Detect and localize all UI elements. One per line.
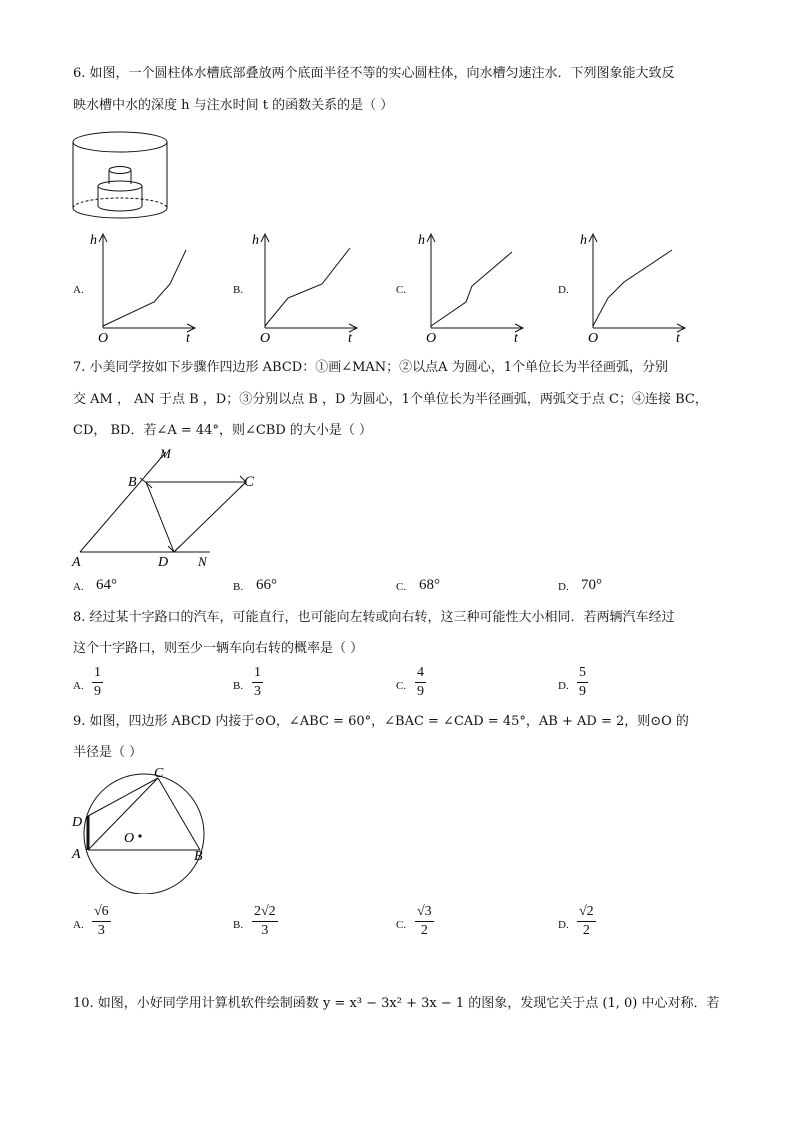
circle-figure <box>68 764 218 894</box>
q9-text-line1: 9. 如图，四边形 ABCD 内接于⊙O，∠ABC = 60°，∠BAC = ∠CAD = 45°，AB + AD = 2，则⊙O 的 <box>73 714 689 729</box>
q6-option-a-letter: A. <box>73 284 84 296</box>
svg-text:t: t <box>676 331 680 346</box>
q9-option-c-letter: C. <box>396 919 407 931</box>
svg-text:t: t <box>186 331 190 346</box>
svg-text:O: O <box>426 331 437 346</box>
svg-text:O: O <box>98 331 109 346</box>
q6-option-b-letter: B. <box>233 284 244 296</box>
q9-option-b-letter: B. <box>233 919 244 931</box>
q6-option-a-graph <box>90 228 200 346</box>
q7-option-b-value: 66° <box>256 577 277 593</box>
q6-option-d-letter: D. <box>558 284 569 296</box>
q6-text-line1: 6. 如图，一个圆柱体水槽底部叠放两个底面半径不等的实心圆柱体，向水槽匀速注水．下列图象能大致反 <box>73 66 675 81</box>
svg-text:N: N <box>198 554 207 569</box>
svg-text:D: D <box>158 555 169 570</box>
q9-text-line2: 半径是（ ） <box>73 745 143 760</box>
svg-text:C: C <box>154 766 164 781</box>
q7-option-c-letter: C. <box>396 581 407 593</box>
q7-option-a-value: 64° <box>96 577 117 593</box>
q8-option-b-fraction: $\frac{1}{3}$ <box>254 665 261 699</box>
svg-text:B: B <box>128 475 137 490</box>
tank-figure <box>68 128 172 224</box>
q8-option-c-fraction: $\frac{4}{9}$ <box>417 665 424 699</box>
q7-option-c-value: 68° <box>419 577 440 593</box>
q8-option-d-letter: D. <box>558 680 569 692</box>
q7-option-d-letter: D. <box>558 581 569 593</box>
q8-option-a-letter: A. <box>73 680 84 692</box>
q7-text-line2: 交 AM ， AN 于点 B ，D；③分别以点 B ，D 为圆心，1个单位长为半径画弧，两弧交于点 C；④连接 BC， <box>73 392 708 407</box>
q9-option-c-fraction: $\frac{√3}{2}$ <box>417 904 432 938</box>
q9-option-a-fraction: $\frac{√6}{3}$ <box>94 904 109 938</box>
q9-option-d-fraction: $\frac{√2}{2}$ <box>579 904 594 938</box>
axis-h-label: h <box>90 233 97 248</box>
svg-text:B: B <box>194 849 203 864</box>
q8-option-b-letter: B. <box>233 680 244 692</box>
q6-option-b-graph <box>252 228 362 346</box>
svg-text:O: O <box>588 331 599 346</box>
q9-option-d-letter: D. <box>558 919 569 931</box>
quadrilateral-figure <box>70 446 270 570</box>
q6-option-c-letter: C. <box>396 284 407 296</box>
svg-text:O: O <box>260 331 271 346</box>
svg-text:M: M <box>160 446 171 461</box>
q7-option-a-letter: A. <box>73 581 84 593</box>
svg-text:h: h <box>580 233 587 248</box>
svg-text:h: h <box>252 233 259 248</box>
q8-text-line1: 8. 经过某十字路口的汽车，可能直行，也可能向左转或向右转，这三种可能性大小相同．若两辆汽车经过 <box>73 610 675 625</box>
q7-option-b-letter: B. <box>233 581 244 593</box>
q6-text-line2: 映水槽中水的深度 h 与注水时间 t 的函数关系的是（ ） <box>73 98 394 113</box>
svg-text:O: O <box>124 831 135 846</box>
q8-text-line2: 这个十字路口，则至少一辆车向右转的概率是（ ） <box>73 641 364 656</box>
q7-text-line1: 7. 小美同学按如下步骤作四边形 ABCD：①画∠MAN；②以点A 为圆心，1个单位长为半径画弧，分别 <box>73 360 668 375</box>
q6-option-d-graph <box>580 228 690 346</box>
q8-option-c-letter: C. <box>396 680 407 692</box>
q7-option-d-value: 70° <box>581 577 602 593</box>
svg-text:t: t <box>348 331 352 346</box>
q8-option-a-fraction: $\frac{1}{9}$ <box>94 665 101 699</box>
svg-text:A: A <box>72 555 81 570</box>
svg-text:D: D <box>72 815 83 830</box>
svg-text:h: h <box>418 233 425 248</box>
q9-option-a-letter: A. <box>73 919 84 931</box>
svg-text:A: A <box>72 847 81 862</box>
q9-option-b-fraction: $\frac{2√2}{3}$ <box>254 904 276 938</box>
q8-option-d-fraction: $\frac{5}{9}$ <box>579 665 586 699</box>
q7-text-line3: CD， BD．若∠A = 44°，则∠CBD 的大小是（ ） <box>73 423 373 438</box>
svg-text:t: t <box>514 331 518 346</box>
svg-text:C: C <box>244 474 255 490</box>
q6-option-c-graph <box>418 228 528 346</box>
q10-text-line1: 10. 如图，小好同学用计算机软件绘制函数 y = x³ − 3x² + 3x − 1 的图象，发现它关于点 (1, 0) 中心对称．若 <box>73 996 720 1011</box>
